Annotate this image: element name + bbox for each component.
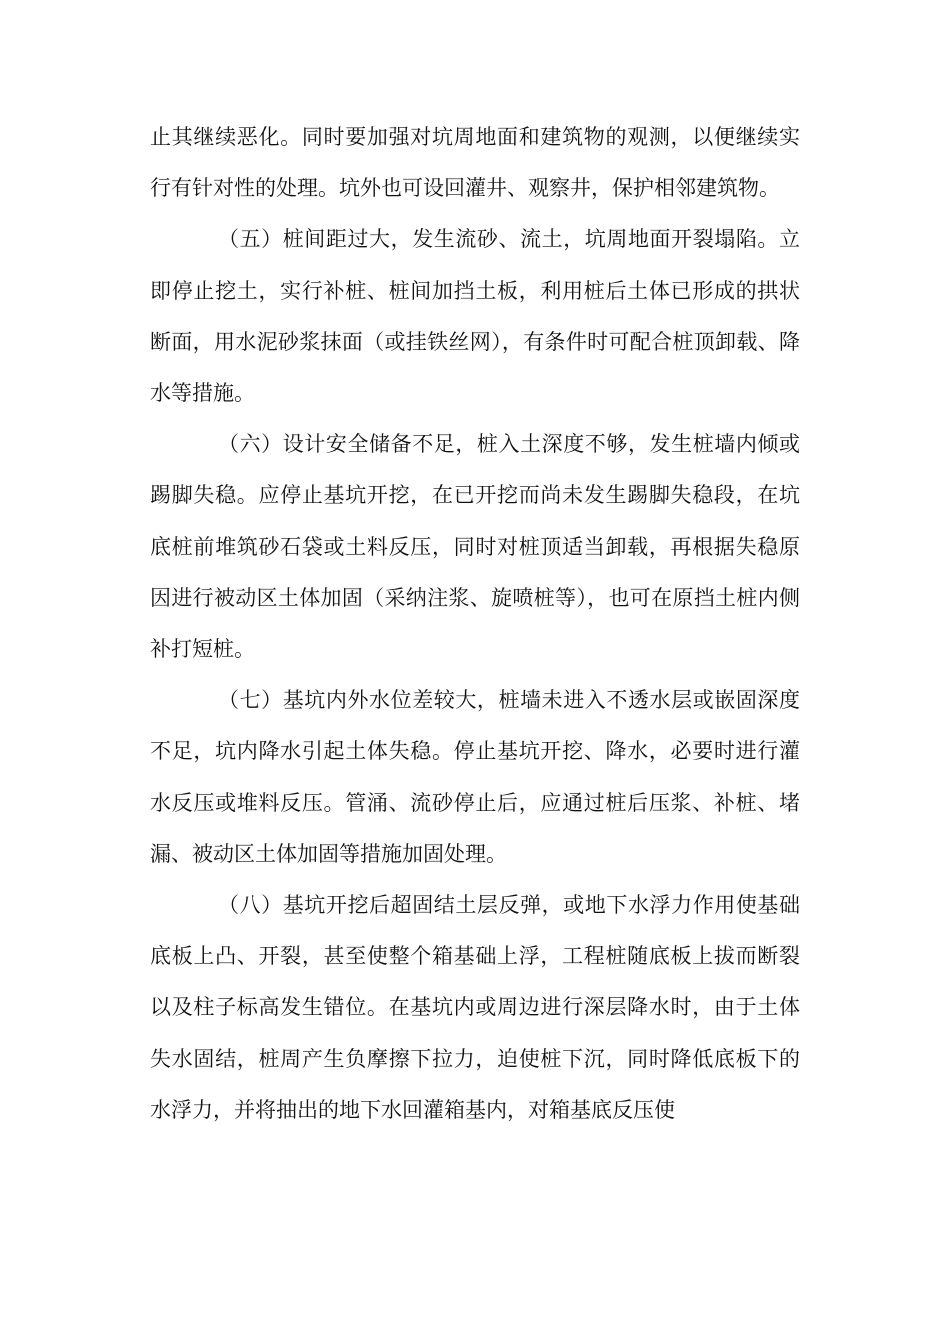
document-body [150, 112, 800, 1136]
paragraph-item-7: （七）基坑内外水位差较大，桩墙未进入不透水层或嵌固深度不足，坑内降水引起土体失稳。停止基坑开挖、降水，必要时进行灌水反压或堆料反压。管涌、流砂停止后，应通过桩后压浆、补桩、堵漏、被动区土体加固等措施加固处理。 [150, 688, 800, 866]
paragraph-item-8: （八）基坑开挖后超固结土层反弹，或地下水浮力作用使基础底板上凸、开裂，甚至使整个箱基础上浮，工程桩随底板上拔而断裂以及柱子标高发生错位。在基坑内或周边进行深层降水时，由于土体失水固结，桩周产生负摩擦下拉力，迫使桩下沉，同时降低底板下的水浮力，并将抽出的地下水回灌箱基内，对箱基底反压使 [150, 893, 800, 1122]
paragraph-item-5: （五）桩间距过大，发生流砂、流土，坑周地面开裂塌陷。立即停止挖土，实行补桩、桩间加挡土板，利用桩后土体已形成的拱状断面，用水泥砂浆抹面（或挂铁丝网），有条件时可配合桩顶卸载、降水等措施。 [150, 227, 800, 406]
paragraph-item-6: （六）设计安全储备不足，桩入土深度不够，发生桩墙内倾或踢脚失稳。应停止基坑开挖，在已开挖而尚未发生踢脚失稳段，在坑底桩前堆筑砂石袋或土料反压，同时对桩顶适当卸载，再根据失稳原因进行被动区土体加固（采纳注浆、旋喷桩等），也可在原挡土桩内侧补打短桩。 [150, 432, 800, 662]
paragraph-continued: 止其继续恶化。同时要加强对坑周地面和建筑物的观测，以便继续实行有针对性的处理。坑外也可设回灌井、观察井，保护相邻建筑物。 [150, 125, 800, 201]
